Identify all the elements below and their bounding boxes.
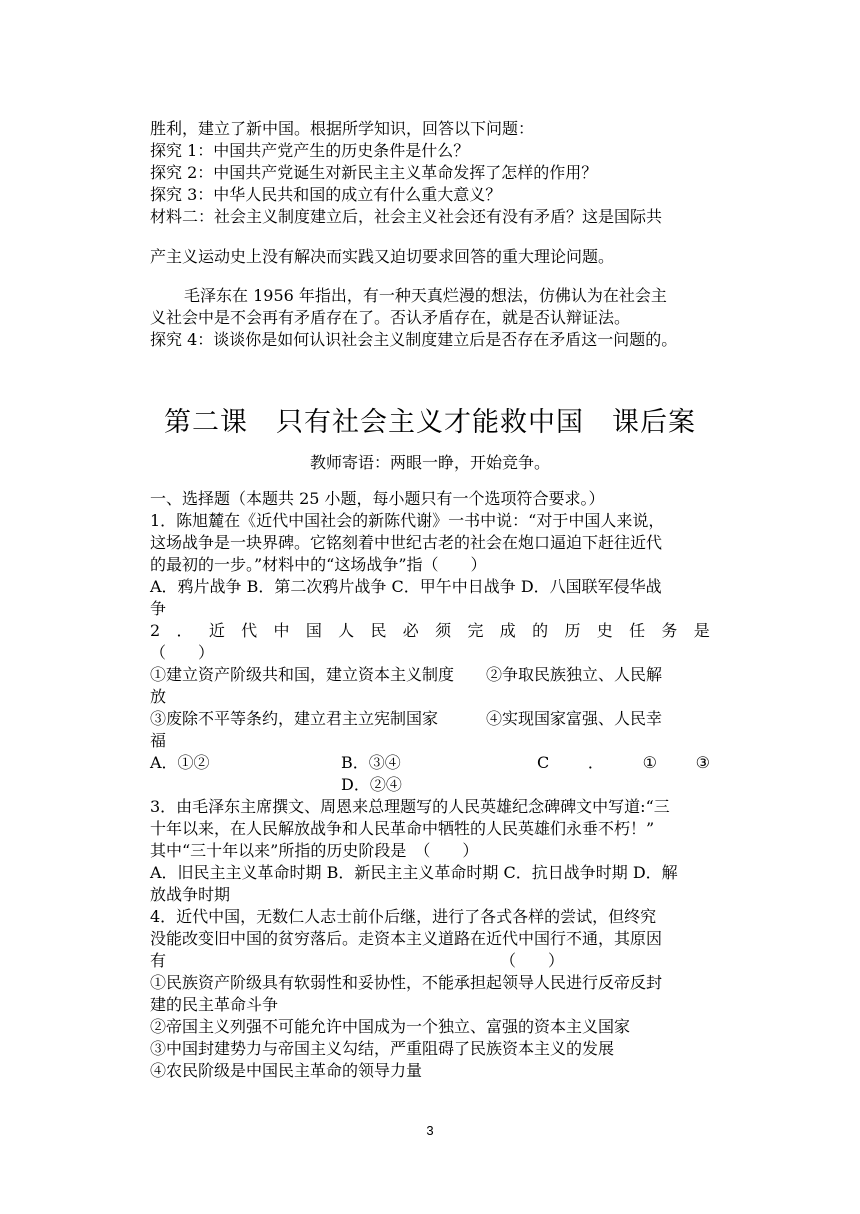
question-2-statement-2-wrap: 福 [150,731,167,750]
option-c-part: ． [587,753,604,772]
inquiry-2: 探究 2：中国共产党诞生对新民主主义革命发挥了怎样的作用？ [150,163,598,182]
question-2-stem-char: 历 [564,621,581,640]
intro-text: 胜利，建立了新中国。根据所学知识，回答以下问题： [150,119,535,138]
option-c-part: ③ [695,753,710,772]
question-4-statement-3: ③中国封建势力与帝国主义勾结，严重阻碍了民族资本主义的发展 [150,1039,615,1058]
question-2-statement-2: ③废除不平等条约，建立君主立宪制国家 ④实现国家富强、人民幸 [150,709,663,728]
question-2-stem-char: 的 [532,621,549,640]
question-4-statement-1: ①民族资产阶级具有软弱性和妥协性，不能承担起领导人民进行反帝反封 [150,973,663,992]
option-c [537,752,710,774]
mao-quote-line-1: 毛泽东在 1956 年指出，有一种天真烂漫的想法，仿佛认为在社会主 [184,286,667,305]
question-2-stem-char: 务 [661,621,678,640]
question-2-stem-char: 须 [435,621,452,640]
question-1-line-1: 1．陈旭麓在《近代中国社会的新陈代谢》一书中说：“对于中国人来说， [150,511,665,530]
teacher-motto: 教师寄语：两眼一睁，开始竞争。 [309,453,550,472]
question-1-options-wrap: 争 [150,599,167,618]
question-2-stem-char: 中 [273,621,290,640]
question-1-line-3: 的最初的一步。”材料中的“这场战争”指（ ） [150,555,487,574]
question-2-stem-char: 完 [467,621,484,640]
question-2-stem-char: 人 [338,621,355,640]
option-c-part: ① [642,753,657,772]
section-heading: 一、选择题（本题共 25 小题，每小题只有一个选项符合要求。） [150,489,605,508]
question-4-line-3 [150,950,710,972]
question-2-stem [150,620,710,642]
question-4-statement-1-wrap: 建的民主革命斗争 [150,995,279,1014]
option-c-part: C [537,753,550,772]
document-page [150,118,710,1082]
question-3 [150,796,710,906]
question-2-stem-char: 近 [208,621,225,640]
question-2-stem-char: 史 [596,621,613,640]
question-2-stem-char: 代 [241,621,258,640]
question-2-stem-char: ． [176,621,193,640]
question-2-stem-char: 国 [305,621,322,640]
question-1-line-2: 这场战争是一块界碑。它铭刻着中世纪古老的社会在炮口逼迫下赶往近代 [150,533,663,552]
question-2-stem-char: 民 [370,621,387,640]
question-3-line-1: 3．由毛泽东主席撰文、周恩来总理题写的人民英雄纪念碑碑文中写道:“三 [150,797,670,816]
question-3-line-3: 其中“三十年以来”所指的历史阶段是 （ ） [150,841,479,860]
material-2-line-2: 产主义运动史上没有解决而实践又迫切要求回答的重大理论问题。 [150,247,615,266]
mao-quote-line-2: 义社会中是不会再有矛盾存在了。否认矛盾存在，就是否认辩证法。 [150,308,631,327]
option-d: D．②④ [341,775,402,794]
question-2-stem-char: 必 [402,621,419,640]
question-1-options: A．鸦片战争 B．第二次鸦片战争 C．甲午中日战争 D．八国联军侵华战 [150,577,662,596]
question-2-stem-char: 2 [150,621,161,640]
question-2-stem-char: 任 [629,621,646,640]
inquiry-3: 探究 3：中华人民共和国的成立有什么重大意义？ [150,185,502,204]
lesson-title: 第二课 只有社会主义才能救中国 课后案 [164,407,696,438]
question-1 [150,510,710,620]
question-4-line-3-start: 有 [150,951,167,970]
question-2-stem-char: 是 [693,621,710,640]
question-4-statement-4: ④农民阶级是中国民主革命的领导力量 [150,1061,423,1080]
question-2-stem-char: 成 [499,621,516,640]
question-3-line-2: 十年以来，在人民解放战争和人民革命中牺牲的人民英雄们永垂不朽！” [150,819,655,838]
question-4-statement-2: ②帝国主义列强不可能允许中国成为一个独立、富强的资本主义国家 [150,1017,631,1036]
question-3-options: A．旧民主主义革命时期 B．新民主主义革命时期 C．抗日战争时期 D．解 [150,863,678,882]
option-a: A．①② [150,753,210,772]
answer-blank: （ ） [500,951,565,970]
question-2-statement-1-wrap: 放 [150,687,167,706]
material-2-line-1: 材料二：社会主义制度建立后，社会主义社会还有没有矛盾？这是国际共 [150,207,663,226]
question-2-stem-tail: （ ） [150,643,215,662]
option-b: B．③④ [341,753,401,772]
question-4-line-1: 4．近代中国，无数仁人志士前仆后继，进行了各式各样的尝试，但终究 [150,907,657,926]
question-3-options-wrap: 放战争时期 [150,885,231,904]
inquiry-1: 探究 1：中国共产党产生的历史条件是什么？ [150,141,470,160]
question-2-statement-1: ①建立资产阶级共和国，建立资本主义制度 ②争取民族独立、人民解 [150,665,663,684]
question-2 [150,620,710,796]
page-number: 3 [426,1123,434,1138]
inquiry-4: 探究 4：谈谈你是如何认识社会主义制度建立后是否存在矛盾这一问题的。 [150,330,678,349]
question-2-options [150,752,710,774]
question-4-line-2: 没能改变旧中国的贫穷落后。走资本主义道路在近代中国行不通，其原因 [150,929,663,948]
question-4 [150,906,710,1082]
